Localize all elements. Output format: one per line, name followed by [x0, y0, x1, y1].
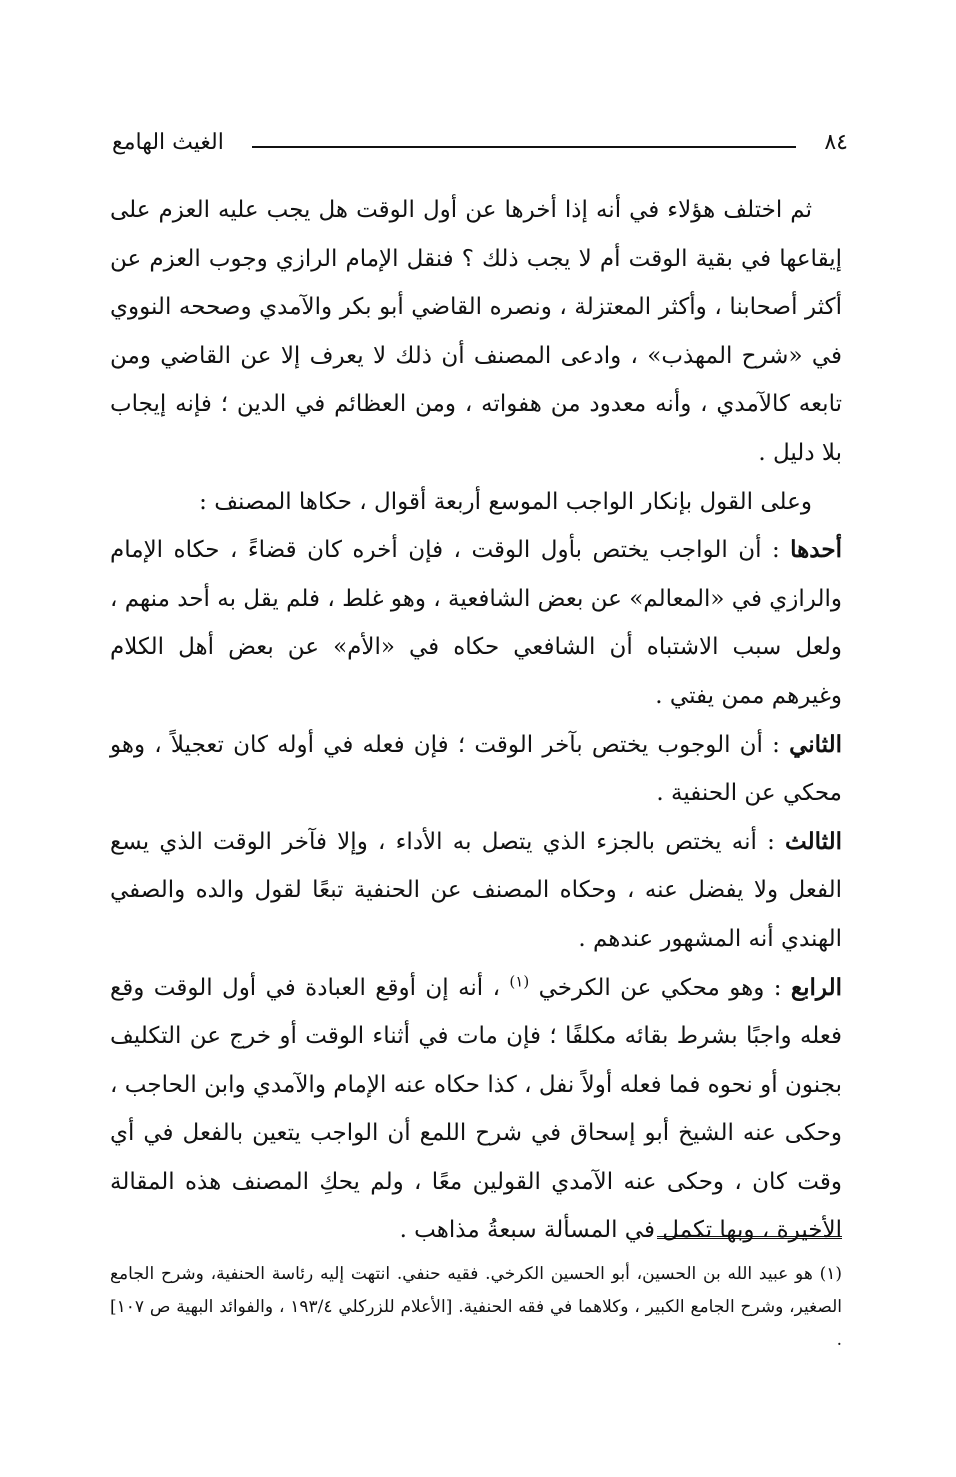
footnote-separator: [657, 1236, 842, 1239]
paragraph: ثم اختلف هؤلاء في أنه إذا أخرها عن أول الوقت هل يجب عليه العزم على إيقاعها في بقية الوقت أم لا يجب ذلك ؟ فنقل الإمام الرازي وجوب العزم عن أكثر أصحابنا ، وأكثر المعتزلة ، ونصره القاضي أبو بكر والآمدي وصححه النووي في «شرح المهذب» ، وادعى المصنف أن ذلك لا يعرف إلا عن القاضي ومن تابعه كالآمدي ، وأنه معدود من هفواته ، ومن العظائم في الدين ؛ فإنه إيجاب بلا دليل .: [110, 197, 842, 466]
page-header: [112, 124, 848, 164]
heading-term: أحدها: [790, 536, 842, 564]
footnotes: [110, 1258, 842, 1357]
main-text: [110, 186, 842, 1255]
paragraph-text: ، أنه إن أوقع العبادة في أول الوقت وقع فعله واجبًا بشرط بقائه مكلفًا ؛ فإن مات في أثناء الوقت أو خرج عن التكليف بجنون أو نحوه فما فعله أولاً نفل ، كذا حكاه عنه الإمام والآمدي وابن الحاجب ، وحكى عنه الشيخ أبو إسحاق في شرح اللمع أن الواجب يتعين بالفعل في أي وقت كان ، وحكى عنه الآمدي القولين معًا ، ولم يحكِ المصنف هذه المقالة الأخيرة ، وبها تكمل في المسألة سبعةُ مذاهب .: [110, 974, 842, 1244]
paragraph: [110, 964, 842, 1256]
paragraph-text: : أن الوجوب يختص بآخر الوقت ؛ فإن فعله في أوله كان تعجيلاً ، وهو محكي عن الحنفية .: [110, 731, 842, 807]
header-rule: [252, 146, 796, 148]
footnote-reference: (١): [509, 971, 530, 990]
paragraph: [110, 818, 842, 964]
paragraph: [110, 526, 842, 720]
paragraph-text: : وهو محكي عن الكرخي: [529, 974, 791, 1001]
heading-term: الثاني: [789, 730, 842, 758]
paragraph-text: : أن الواجب يختص بأول الوقت ، فإن أخره كان قضاءً ، حكاه الإمام والرازي في «المعالم» عن بعض الشافعية ، وهو غلط ، فلم يقل به أحد منهم ، ولعل سبب الاشتباه أن الشافعي حكاه في «الأم» عن بعض أهل الكلام وغيرهم ممن يفتي .: [110, 537, 842, 709]
running-title: الغيث الهامع: [112, 130, 224, 155]
page-number: ٨٤: [824, 130, 848, 155]
heading-term: الثالث: [785, 827, 842, 855]
paragraph-text: : أنه يختص بالجزء الذي يتصل به الأداء ، وإلا فآخر الوقت الذي يسع الفعل ولا يفضل عنه ، وحكاه المصنف عن الحنفية تبعًا لقول والده والصفي الهندي أنه المشهور عندهم .: [110, 828, 842, 952]
paragraph: وعلى القول بإنكار الواجب الموسع أربعة أقوال ، حكاها المصنف :: [199, 488, 812, 515]
heading-term: الرابع: [790, 973, 843, 1001]
footnote: (١) هو عبيد الله بن الحسين، أبو الحسين الكرخي. فقيه حنفي. انتهت إليه رئاسة الحنفية، وشرح الجامع الصغير، وشرح الجامع الكبير ، وكلاهما في فقه الحنفية. [الأعلام للزركلي ١٩٣/٤ ، والفوائد البهية ص ١٠٧] .: [110, 1264, 842, 1350]
paragraph: [110, 721, 842, 818]
